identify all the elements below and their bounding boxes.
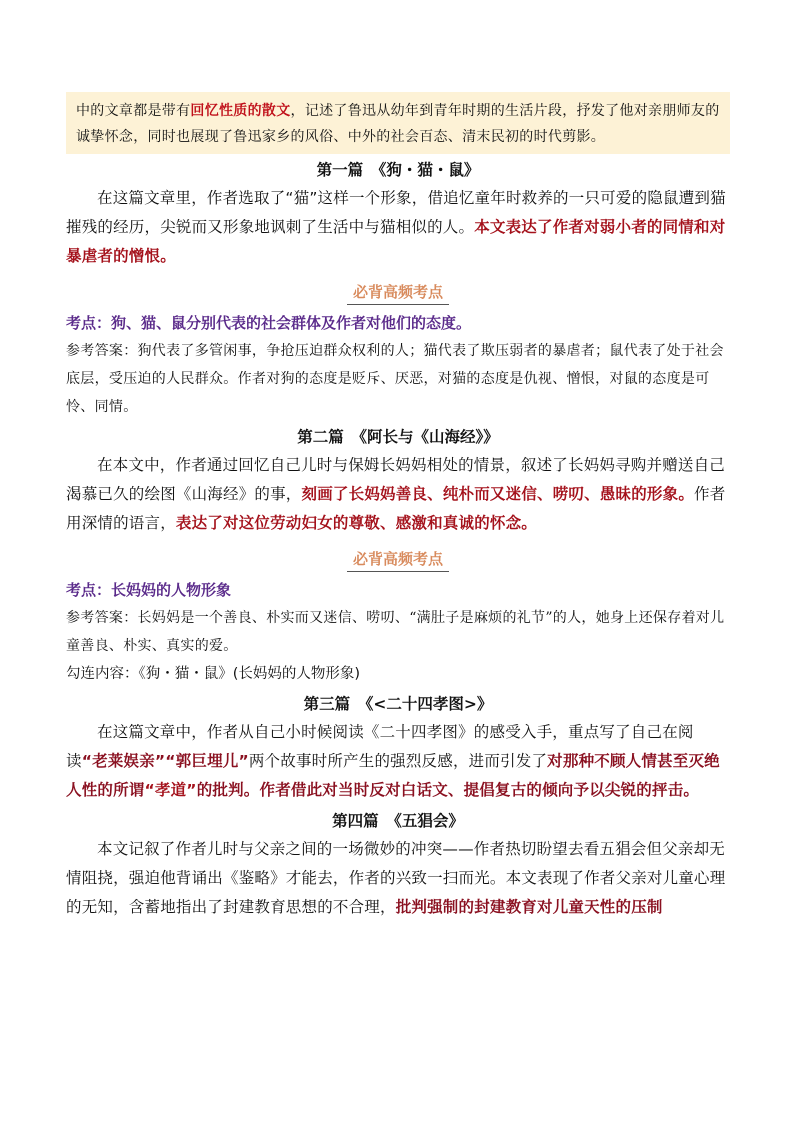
para-text: 在这篇文章里，作者选取了“猫”这样一个形象，借追忆童年时救养的一只可爱的隐鼠遭到猫摧残的经历，尖锐而又形象地讽刺了生活中与猫相似的人。 xyxy=(66,189,726,236)
intro-highlight-box xyxy=(66,92,730,154)
key-points-heading-1 xyxy=(66,281,730,305)
intro-emphasis: 回忆性质的散文 xyxy=(190,103,291,119)
para-highlight: 刻画了长妈妈善良、纯朴而又迷信、唠叨、愚昧的形象。 xyxy=(301,485,695,503)
exam-point-1: 考点：狗、猫、鼠分别代表的社会群体及作者对他们的态度。 xyxy=(66,314,472,332)
section-paragraph-3 xyxy=(66,718,730,805)
key-points-label: 必背高频考点 xyxy=(347,281,449,305)
linked-content: 勾连内容：《狗・猫・鼠》(长妈妈的人物形象) xyxy=(66,666,361,682)
para-text-2: 作者用深情的语言， xyxy=(66,485,726,532)
story-name-1: “老莱娱亲” xyxy=(81,752,166,770)
section-paragraph-2 xyxy=(66,451,730,538)
intro-text-2: ，记述了鲁迅从幼年到青年时期的生活片段，抒发了他对亲朋师友的诚挚怀念，同时也展现了鲁迅家乡的风俗、中外的社会百态、清末民初的时代剪影。 xyxy=(76,103,720,145)
section-title-1: 第一篇 《狗・猫・鼠》 xyxy=(316,161,480,179)
section-paragraph-1 xyxy=(66,184,730,271)
reference-answer-2: 参考答案：长妈妈是一个善良、朴实而又迷信、唠叨、“满肚子是麻烦的礼节”的人，她身上还保存着对儿童善良、朴实、真实的爱。 xyxy=(66,610,725,654)
para-text: 在本文中，作者通过回忆自己儿时与保姆长妈妈相处的情景，叙述了长妈妈寻购并赠送自己渴慕已久的绘图《山海经》的事， xyxy=(66,456,726,503)
exam-point-2: 考点：长妈妈的人物形象 xyxy=(66,581,232,599)
intro-text: 中的文章都是带有 xyxy=(76,103,191,119)
reference-answer-1: 参考答案：狗代表了多管闲事，争抢压迫群众权利的人；猫代表了欺压弱者的暴虐者；鼠代表了处于社会底层，受压迫的人民群众。作者对狗的态度是贬斥、厌恶，对猫的态度是仇视、憎恨，对鼠的态度是可怜、同情。 xyxy=(66,343,724,415)
section-paragraph-4 xyxy=(66,835,730,922)
para-highlight: 本文表达了作者对弱小者的同情和对暴虐者的憎恨。 xyxy=(66,218,726,265)
para-highlight-2: 表达了对这位劳动妇女的尊敬、感激和真诚的怀念。 xyxy=(175,514,538,532)
para-highlight-2: 的批判。作者借此对当时反对白话文、提倡复古的倾向予以尖锐的抨击。 xyxy=(196,781,700,799)
para-text: 本文记叙了作者儿时与父亲之间的一场微妙的冲突——作者热切盼望去看五猖会但父亲却无情阻挠，强迫他背诵出《鉴略》才能去，作者的兴致一扫而光。本文表现了作者父亲对儿童心理的无知，含蓄地指出了封建教育思想的不合理， xyxy=(66,840,726,916)
section-title-2: 第二篇 《阿长与《山海经》》 xyxy=(297,428,499,446)
para-highlight: 批判强制的封建教育对儿童天性的压制 xyxy=(395,898,663,916)
key-points-heading-2 xyxy=(66,548,730,572)
para-text-2: 两个故事时所产生的强烈反感，进而引发了 xyxy=(248,752,548,770)
section-title-3: 第三篇 《<二十四孝图>》 xyxy=(303,695,493,713)
para-text: 在这篇文章中，作者从自己小时候阅读《二十四孝图》的感受入手，重点写了自己在阅读 xyxy=(66,723,694,770)
story-name-2: “郭巨埋儿” xyxy=(165,752,249,770)
para-highlight: 对那种不顾人情甚至灭绝人性的所谓 xyxy=(66,752,720,799)
document-page xyxy=(66,92,730,922)
section-title-4: 第四篇 《五猖会》 xyxy=(332,812,464,830)
filial-term: “孝道” xyxy=(144,781,197,799)
key-points-label: 必背高频考点 xyxy=(347,548,449,572)
